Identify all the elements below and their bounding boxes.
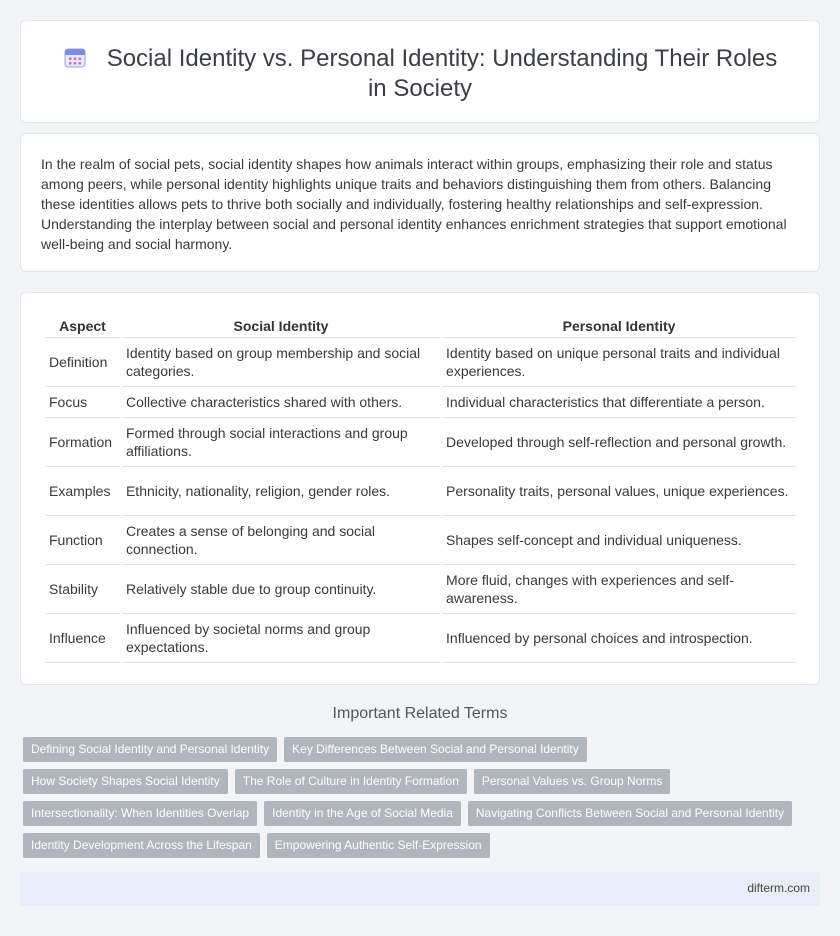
row-aspect: Formation [45,418,120,467]
row-social: Collective characteristics shared with others. [122,387,440,418]
comparison-table [43,315,798,663]
row-social: Creates a sense of belonging and social connection. [122,516,440,565]
related-terms-list [23,737,803,865]
row-personal: Shapes self-concept and individual uniqueness. [442,516,796,565]
row-aspect: Function [45,516,120,565]
related-term-tag[interactable]: Identity in the Age of Social Media [264,801,461,826]
table-header-row [45,315,796,338]
table-row [45,467,796,516]
related-term-tag[interactable]: How Society Shapes Social Identity [23,769,228,794]
related-term-tag[interactable]: Defining Social Identity and Personal Identity [23,737,277,762]
footer [20,872,820,906]
table-row [45,614,796,663]
page-title-wrap [21,44,819,104]
row-aspect: Focus [45,387,120,418]
related-term-tag[interactable]: Identity Development Across the Lifespan [23,833,260,858]
related-term-tag[interactable]: Key Differences Between Social and Personal Identity [284,737,587,762]
intro-paragraph: In the realm of social pets, social identity shapes how animals interact within groups, emphasizing their role and status among peers, while personal identity highlights unique traits and behaviors distinguishing them from others. Balancing these identities allows pets to thrive both socially and individually, fostering healthy relationships and self-expression. Understanding the interplay between social and personal identity enhances enrichment strategies that support emotional well-being and social harmony. [41,156,787,252]
related-term-tag[interactable]: Personal Values vs. Group Norms [474,769,671,794]
row-aspect: Influence [45,614,120,663]
related-term-tag[interactable]: The Role of Culture in Identity Formation [235,769,467,794]
table-row [45,338,796,387]
table-row [45,387,796,418]
row-aspect: Definition [45,338,120,387]
comparison-card [20,292,820,685]
header-personal: Personal Identity [442,315,796,338]
related-term-tag[interactable]: Empowering Authentic Self-Expression [267,833,490,858]
header-social: Social Identity [122,315,440,338]
related-term-tag[interactable]: Intersectionality: When Identities Overlap [23,801,257,826]
row-social: Formed through social interactions and group affiliations. [122,418,440,467]
intro-card [20,133,820,272]
table-row [45,418,796,467]
title-card [20,20,820,123]
related-term-tag[interactable]: Navigating Conflicts Between Social and Personal Identity [468,801,792,826]
calendar-icon [63,45,87,69]
row-aspect: Examples [45,467,120,516]
header-aspect: Aspect [45,315,120,338]
row-personal: Identity based on unique personal traits and individual experiences. [442,338,796,387]
row-personal: Developed through self-reflection and personal growth. [442,418,796,467]
page-title: Social Identity vs. Personal Identity: Understanding Their Roles in Society [106,45,778,102]
row-social: Relatively stable due to group continuity. [122,565,440,614]
table-row [45,565,796,614]
row-personal: Personality traits, personal values, unique experiences. [442,467,796,516]
table-row [45,516,796,565]
related-terms-title: Important Related Terms [332,705,508,722]
row-social: Identity based on group membership and social categories. [122,338,440,387]
row-personal: Individual characteristics that differentiate a person. [442,387,796,418]
row-aspect: Stability [45,565,120,614]
footer-brand-link[interactable]: difterm.com [747,881,810,895]
row-personal: Influenced by personal choices and introspection. [442,614,796,663]
row-social: Ethnicity, nationality, religion, gender roles. [122,467,440,516]
row-social: Influenced by societal norms and group expectations. [122,614,440,663]
row-personal: More fluid, changes with experiences and self-awareness. [442,565,796,614]
